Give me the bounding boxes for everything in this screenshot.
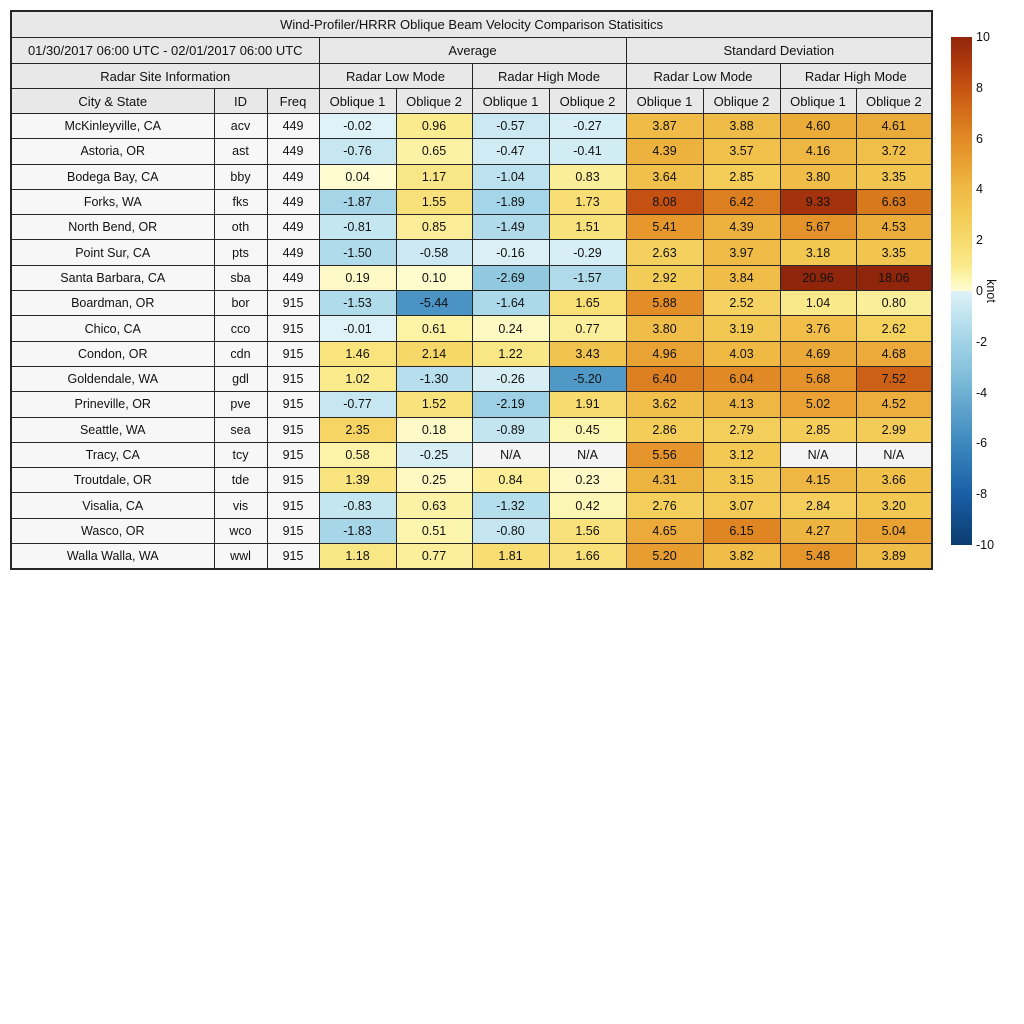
cell-frequency: 915 [267,291,319,316]
cell-value: 6.42 [703,189,780,214]
table-title-row [11,11,932,38]
cell-frequency: 915 [267,366,319,391]
table-row [11,316,932,341]
cell-value: 6.63 [856,189,932,214]
colorbar-tick-label: 6 [976,131,983,146]
cell-value: 4.16 [780,139,856,164]
header-group-row [11,38,932,64]
cell-value: 0.10 [396,265,472,290]
cell-value: N/A [856,442,932,467]
cell-value: 0.65 [396,139,472,164]
cell-value: 3.80 [780,164,856,189]
cell-value: -5.44 [396,291,472,316]
cell-value: 3.72 [856,139,932,164]
cell-value: 3.76 [780,316,856,341]
cell-value: 9.33 [780,189,856,214]
cell-value: 5.88 [626,291,703,316]
table-row [11,215,932,240]
cell-value: 3.20 [856,493,932,518]
cell-value: 1.81 [472,544,549,570]
cell-value: 1.52 [396,392,472,417]
cell-value: -0.57 [472,114,549,139]
cell-frequency: 449 [267,215,319,240]
table-row [11,265,932,290]
cell-value: -1.49 [472,215,549,240]
cell-value: 1.22 [472,341,549,366]
group-average: Average [319,38,626,64]
cell-value: 2.63 [626,240,703,265]
cell-value: 2.76 [626,493,703,518]
cell-site-id: oth [214,215,267,240]
cell-value: -1.50 [319,240,396,265]
cell-value: -0.16 [472,240,549,265]
cell-value: 1.65 [549,291,626,316]
cell-value: 1.56 [549,518,626,543]
cell-value: 1.18 [319,544,396,570]
cell-value: 0.51 [396,518,472,543]
cell-value: 3.82 [703,544,780,570]
cell-value: 3.12 [703,442,780,467]
cell-value: 1.17 [396,164,472,189]
cell-value: -0.29 [549,240,626,265]
cell-frequency: 915 [267,417,319,442]
cell-frequency: 915 [267,518,319,543]
cell-value: 4.03 [703,341,780,366]
date-range: 01/30/2017 06:00 UTC - 02/01/2017 06:00 UTC [11,38,319,64]
cell-value: 4.60 [780,114,856,139]
cell-value: 0.19 [319,265,396,290]
cell-city-state: Bodega Bay, CA [11,164,214,189]
cell-value: -0.02 [319,114,396,139]
table-row [11,139,932,164]
cell-site-id: sea [214,417,267,442]
cell-value: 0.45 [549,417,626,442]
colorbar-tick-label: -8 [976,487,988,502]
statistics-table [10,10,933,570]
cell-value: -0.76 [319,139,396,164]
colorbar-tick-label: 8 [976,80,983,95]
cell-value: 0.61 [396,316,472,341]
cell-value: 3.66 [856,468,932,493]
cell-value: 2.86 [626,417,703,442]
cell-value: 3.62 [626,392,703,417]
cell-value: 2.92 [626,265,703,290]
cell-value: 0.24 [472,316,549,341]
cell-value: 3.89 [856,544,932,570]
col-oblique2: Oblique 2 [549,89,626,114]
cell-value: 4.96 [626,341,703,366]
cell-value: 4.13 [703,392,780,417]
avg-radar-high-mode: Radar High Mode [472,64,626,89]
cell-value: 2.35 [319,417,396,442]
cell-site-id: pts [214,240,267,265]
cell-value: N/A [549,442,626,467]
cell-value: 4.52 [856,392,932,417]
radar-site-information: Radar Site Information [11,64,319,89]
cell-value: 1.73 [549,189,626,214]
cell-value: 4.31 [626,468,703,493]
cell-value: 0.96 [396,114,472,139]
cell-value: -0.83 [319,493,396,518]
cell-city-state: Chico, CA [11,316,214,341]
col-oblique2: Oblique 2 [856,89,932,114]
cell-value: 2.14 [396,341,472,366]
cell-city-state: Condon, OR [11,341,214,366]
cell-frequency: 449 [267,114,319,139]
cell-site-id: gdl [214,366,267,391]
colorbar-tick-label: -10 [976,538,995,552]
table-row [11,240,932,265]
header-mode-row [11,64,932,89]
cell-frequency: 915 [267,544,319,570]
cell-value: -0.27 [549,114,626,139]
cell-value: -0.47 [472,139,549,164]
col-oblique1: Oblique 1 [626,89,703,114]
cell-value: -1.32 [472,493,549,518]
cell-value: 5.04 [856,518,932,543]
cell-value: -1.89 [472,189,549,214]
cell-value: 0.83 [549,164,626,189]
cell-value: 1.51 [549,215,626,240]
cell-city-state: Seattle, WA [11,417,214,442]
cell-value: 3.97 [703,240,780,265]
cell-value: -1.04 [472,164,549,189]
table-row [11,442,932,467]
cell-value: 4.15 [780,468,856,493]
table-row [11,468,932,493]
cell-frequency: 915 [267,316,319,341]
cell-value: 18.06 [856,265,932,290]
cell-value: -1.83 [319,518,396,543]
cell-frequency: 449 [267,240,319,265]
cell-value: 4.61 [856,114,932,139]
table-row [11,544,932,570]
std-radar-high-mode: Radar High Mode [780,64,932,89]
cell-value: -0.80 [472,518,549,543]
cell-value: 6.15 [703,518,780,543]
cell-site-id: wwl [214,544,267,570]
cell-value: 3.57 [703,139,780,164]
cell-value: 1.02 [319,366,396,391]
cell-value: 4.68 [856,341,932,366]
cell-value: 1.66 [549,544,626,570]
cell-value: -2.69 [472,265,549,290]
cell-value: -2.19 [472,392,549,417]
cell-site-id: tcy [214,442,267,467]
cell-value: 4.65 [626,518,703,543]
table-row [11,189,932,214]
cell-value: 7.52 [856,366,932,391]
col-id: ID [214,89,267,114]
cell-value: 0.18 [396,417,472,442]
cell-value: 0.85 [396,215,472,240]
cell-value: -5.20 [549,366,626,391]
colorbar-tick-label: -2 [976,334,988,349]
cell-value: 5.56 [626,442,703,467]
cell-value: 5.68 [780,366,856,391]
cell-value: 3.35 [856,240,932,265]
cell-value: 1.39 [319,468,396,493]
cell-value: 0.04 [319,164,396,189]
table-row [11,518,932,543]
cell-value: 3.15 [703,468,780,493]
cell-frequency: 449 [267,139,319,164]
colorbar-tick-label: -6 [976,436,988,451]
cell-value: 1.55 [396,189,472,214]
cell-site-id: ast [214,139,267,164]
cell-value: 0.58 [319,442,396,467]
col-oblique1: Oblique 1 [780,89,856,114]
cell-value: 5.48 [780,544,856,570]
cell-site-id: fks [214,189,267,214]
cell-value: 0.23 [549,468,626,493]
cell-city-state: Goldendale, WA [11,366,214,391]
col-oblique2: Oblique 2 [703,89,780,114]
cell-value: 5.02 [780,392,856,417]
cell-city-state: Boardman, OR [11,291,214,316]
cell-value: 0.84 [472,468,549,493]
header-column-row [11,89,932,114]
cell-value: 5.67 [780,215,856,240]
cell-frequency: 915 [267,341,319,366]
cell-frequency: 915 [267,392,319,417]
cell-value: 1.04 [780,291,856,316]
cell-value: 1.91 [549,392,626,417]
cell-site-id: bby [214,164,267,189]
cell-frequency: 449 [267,265,319,290]
cell-value: 3.35 [856,164,932,189]
cell-site-id: vis [214,493,267,518]
colorbar-tick-label: 2 [976,233,983,248]
cell-value: 1.46 [319,341,396,366]
cell-frequency: 915 [267,442,319,467]
colorbar-tick-label: 4 [976,182,983,197]
table-title: Wind-Profiler/HRRR Oblique Beam Velocity Comparison Statisitics [11,11,932,38]
cell-city-state: Forks, WA [11,189,214,214]
cell-city-state: Wasco, OR [11,518,214,543]
cell-site-id: wco [214,518,267,543]
cell-frequency: 449 [267,189,319,214]
cell-value: -0.77 [319,392,396,417]
cell-value: 4.69 [780,341,856,366]
cell-city-state: Tracy, CA [11,442,214,467]
cell-value: 3.18 [780,240,856,265]
cell-value: 0.77 [396,544,472,570]
cell-value: 2.85 [780,417,856,442]
cell-value: 2.79 [703,417,780,442]
cell-value: -0.25 [396,442,472,467]
cell-city-state: Astoria, OR [11,139,214,164]
cell-value: 4.39 [626,139,703,164]
colorbar-unit-label: knot [984,279,998,303]
cell-value: 3.64 [626,164,703,189]
cell-city-state: Point Sur, CA [11,240,214,265]
cell-value: 8.08 [626,189,703,214]
group-standard-deviation: Standard Deviation [626,38,932,64]
cell-site-id: cco [214,316,267,341]
cell-site-id: pve [214,392,267,417]
cell-value: -1.64 [472,291,549,316]
cell-site-id: acv [214,114,267,139]
cell-value: -0.58 [396,240,472,265]
col-city-state: City & State [11,89,214,114]
cell-city-state: Walla Walla, WA [11,544,214,570]
col-freq: Freq [267,89,319,114]
cell-value: N/A [472,442,549,467]
col-oblique1: Oblique 1 [472,89,549,114]
cell-value: 3.80 [626,316,703,341]
col-oblique2: Oblique 2 [396,89,472,114]
cell-value: -0.26 [472,366,549,391]
cell-value: 2.52 [703,291,780,316]
table-row [11,114,932,139]
col-oblique1: Oblique 1 [319,89,396,114]
cell-city-state: Visalia, CA [11,493,214,518]
cell-value: 6.04 [703,366,780,391]
cell-city-state: Troutdale, OR [11,468,214,493]
colorbar-tick-label: -4 [976,385,988,400]
cell-site-id: bor [214,291,267,316]
cell-city-state: North Bend, OR [11,215,214,240]
table-row [11,291,932,316]
cell-value: 20.96 [780,265,856,290]
cell-value: 4.53 [856,215,932,240]
cell-value: -1.87 [319,189,396,214]
cell-value: 3.07 [703,493,780,518]
table-row [11,341,932,366]
cell-frequency: 449 [267,164,319,189]
cell-value: -1.53 [319,291,396,316]
cell-value: -0.89 [472,417,549,442]
cell-frequency: 915 [267,493,319,518]
cell-value: 0.25 [396,468,472,493]
avg-radar-low-mode: Radar Low Mode [319,64,472,89]
cell-site-id: sba [214,265,267,290]
cell-value: 2.99 [856,417,932,442]
cell-site-id: cdn [214,341,267,366]
table-row [11,493,932,518]
cell-value: 0.77 [549,316,626,341]
cell-value: -1.57 [549,265,626,290]
cell-city-state: McKinleyville, CA [11,114,214,139]
cell-value: 5.41 [626,215,703,240]
cell-value: 3.88 [703,114,780,139]
cell-value: -1.30 [396,366,472,391]
table-row [11,366,932,391]
cell-value: 4.27 [780,518,856,543]
colorbar-tick-label: 10 [976,30,990,44]
cell-site-id: tde [214,468,267,493]
cell-value: -0.01 [319,316,396,341]
cell-value: 2.84 [780,493,856,518]
cell-value: -0.81 [319,215,396,240]
table-row [11,392,932,417]
cell-value: -0.41 [549,139,626,164]
cell-value: 3.84 [703,265,780,290]
cell-value: N/A [780,442,856,467]
cell-value: 3.87 [626,114,703,139]
colorbar-tick-label: 0 [976,284,983,298]
cell-value: 2.85 [703,164,780,189]
cell-value: 3.19 [703,316,780,341]
table-row [11,417,932,442]
cell-value: 0.63 [396,493,472,518]
cell-value: 2.62 [856,316,932,341]
cell-value: 0.42 [549,493,626,518]
cell-city-state: Prineville, OR [11,392,214,417]
colorbar-gradient [951,37,972,545]
std-radar-low-mode: Radar Low Mode [626,64,780,89]
cell-value: 3.43 [549,341,626,366]
cell-value: 4.39 [703,215,780,240]
cell-value: 0.80 [856,291,932,316]
cell-value: 6.40 [626,366,703,391]
table-row [11,164,932,189]
cell-frequency: 915 [267,468,319,493]
cell-value: 5.20 [626,544,703,570]
cell-city-state: Santa Barbara, CA [11,265,214,290]
